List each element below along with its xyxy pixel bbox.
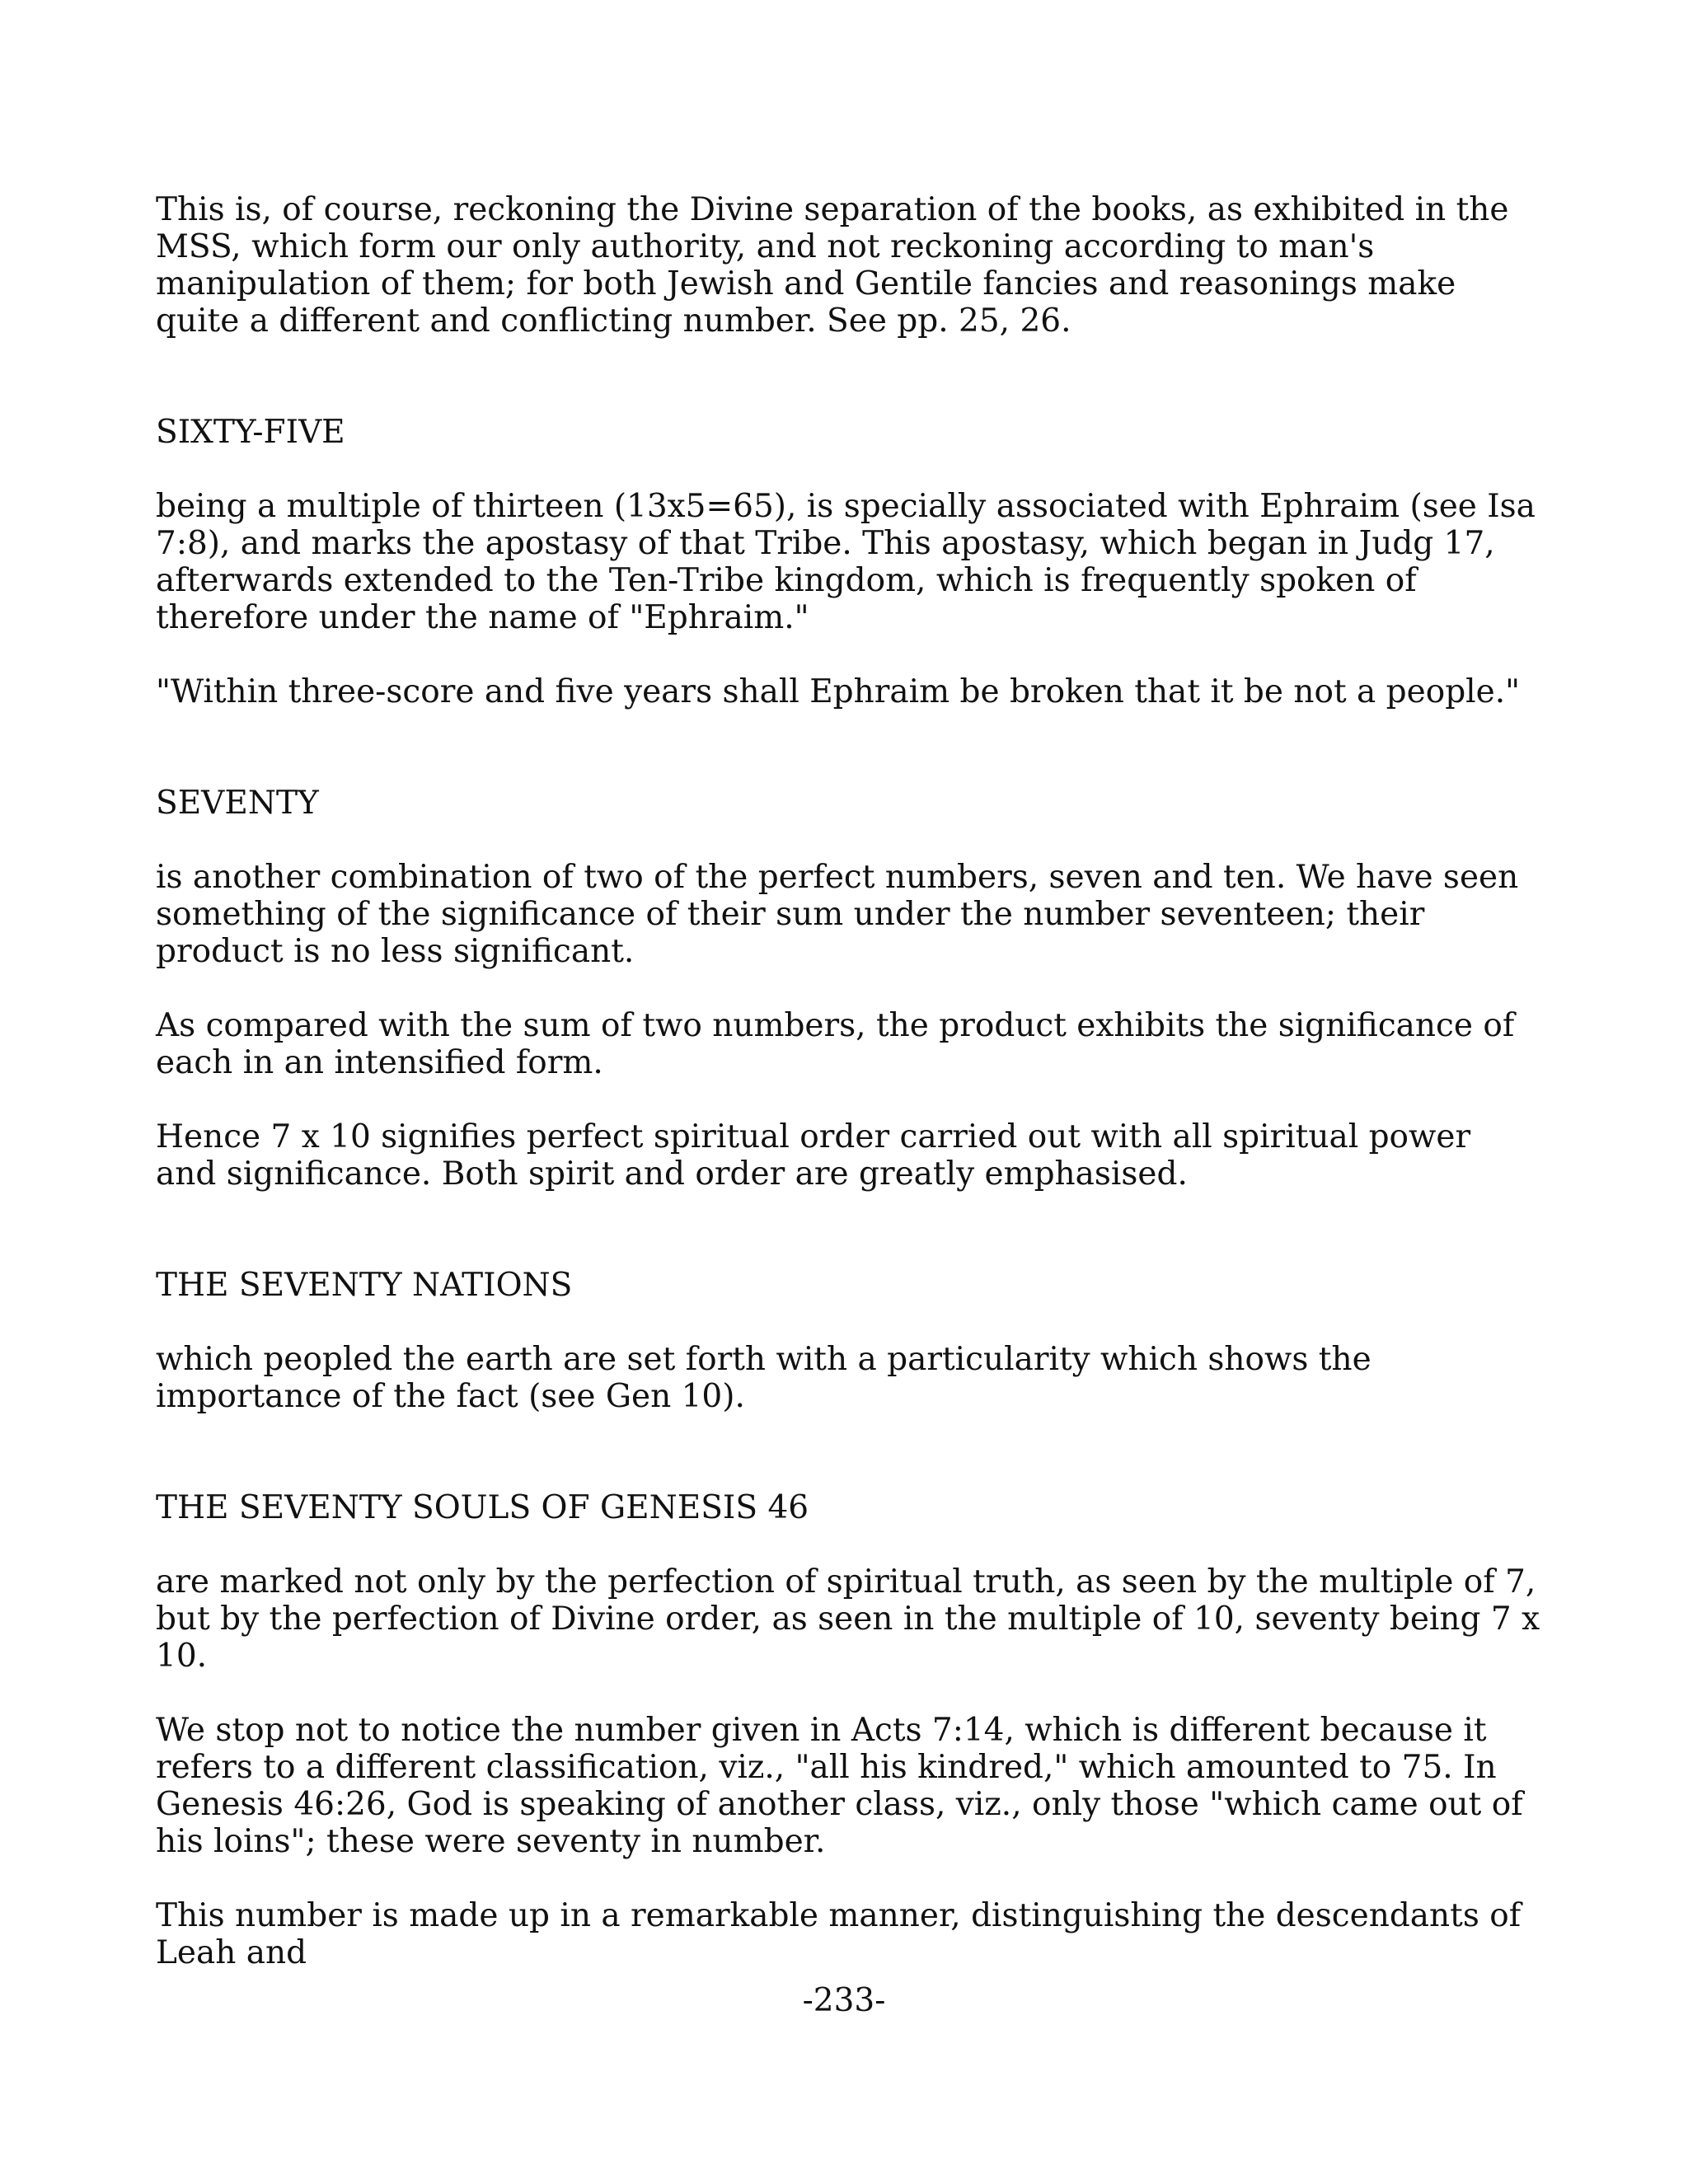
paragraph-perfection-order: are marked not only by the perfection of spiritual truth, as seen by the multiple of 7, but by the perfection of Divine order, as seen in the multiple of 10, seventy being 7 x 10. bbox=[156, 1563, 1540, 1675]
paragraph-ephraim-quote: "Within three-score and five years shall Ephraim be broken that it be not a people." bbox=[156, 673, 1521, 710]
paragraph-leah-descendants: This number is made up in a remarkable manner, distinguishing the descendants of Leah and bbox=[156, 1897, 1522, 1971]
heading-sixty-five: SIXTY-FIVE bbox=[156, 414, 345, 451]
paragraph-acts-kindred: We stop not to notice the number given in Acts 7:14, which is different because it refers to a different classification, viz., "all his kindred," which amounted to 75. In Genesis 46:26, God is speaking of another class, viz., only those "which came out of his loins"; these were seventy in number. bbox=[156, 1712, 1523, 1860]
heading-seventy-souls: THE SEVENTY SOULS OF GENESIS 46 bbox=[156, 1489, 809, 1526]
paragraph-seven-and-ten: is another combination of two of the perfect numbers, seven and ten. We have seen something of the significance of their sum under the number seventeen; their product is no less significant. bbox=[156, 859, 1519, 970]
heading-seventy: SEVENTY bbox=[156, 785, 319, 822]
paragraph-ephraim-apostasy: being a multiple of thirteen (13x5=65), is specially associated with Ephraim (see Isa 7:8), and marks the apostasy of that Tribe. This apostasy, which began in Judg 17, afterwards extended to the Ten-Tribe kingdom, which is frequently spoken of therefore under the name of "Ephraim." bbox=[156, 488, 1536, 636]
heading-seventy-nations: THE SEVENTY NATIONS bbox=[156, 1267, 573, 1304]
page-number: -233- bbox=[802, 1982, 886, 2019]
page-body bbox=[156, 191, 1540, 2008]
paragraph-product-intensified: As compared with the sum of two numbers, the product exhibits the significance of each in an intensified form. bbox=[156, 1007, 1515, 1081]
paragraph-peopled-earth: which peopled the earth are set forth with a particularity which shows the importance of the fact (see Gen 10). bbox=[156, 1341, 1372, 1415]
paragraph-spiritual-order: Hence 7 x 10 signifies perfect spiritual order carried out with all spiritual power and significance. Both spirit and order are greatly emphasised. bbox=[156, 1118, 1471, 1193]
paragraph-books-reckoning: This is, of course, reckoning the Divine separation of the books, as exhibited in the MSS, which form our only authority, and not reckoning according to man's manipulation of them; for both Jewish and Gentile fancies and reasonings make quite a different and conflicting number. See pp. 25, 26. bbox=[156, 191, 1509, 340]
